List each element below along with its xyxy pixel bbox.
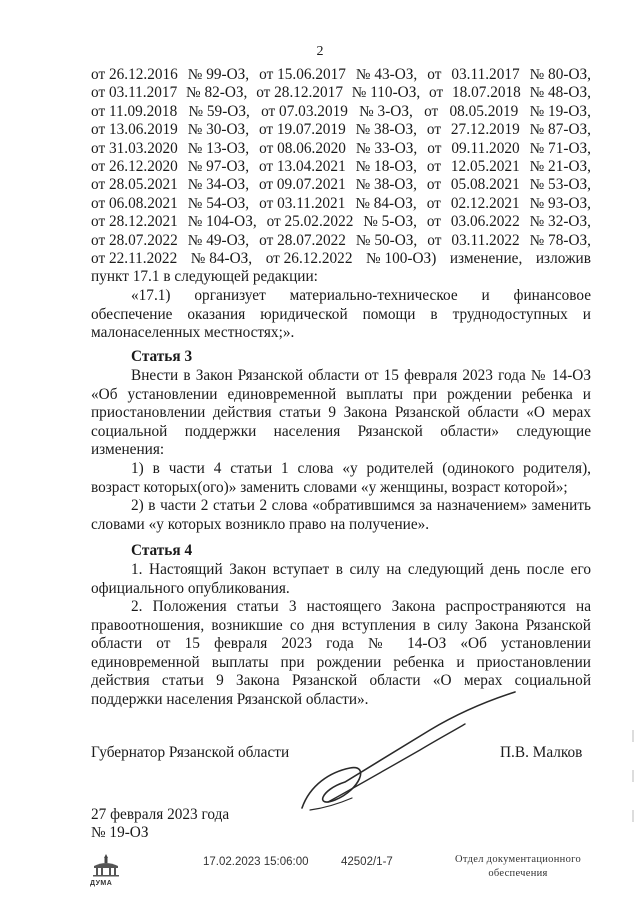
department-stamp-line-2: обеспечения	[488, 868, 548, 879]
reference-cell: от 28.07.2022	[259, 231, 346, 249]
reference-cell: 02.12.2021	[450, 194, 520, 212]
article-3-intro: Внести в Закон Рязанской области от 15 февраля 2023 года № 14-ОЗ «Об установлении единовременной выплаты при рождении ребенка и приостановлении действия статьи 9 Закона Рязанской области «О мерах социальной поддержки населения Рязанской области» следующие изменения:	[91, 367, 591, 459]
reference-cell: № 82-ОЗ,	[186, 84, 248, 102]
reference-cell: от 09.07.2021	[258, 176, 346, 194]
reference-cell: от	[427, 139, 442, 157]
reference-row	[91, 66, 591, 84]
reference-cell: № 48-ОЗ,	[529, 84, 591, 102]
reference-cell: № 84-ОЗ,	[355, 194, 417, 212]
reference-cell: 27.12.2019	[450, 121, 520, 139]
reference-cell: от 08.06.2020	[259, 139, 346, 157]
page-number: 2	[316, 44, 324, 59]
reference-cell: № 32-ОЗ,	[529, 213, 591, 231]
reference-cell: от	[427, 231, 442, 249]
reference-cell: от 03.11.2021	[259, 194, 346, 212]
reference-cell: от 28.12.2017	[256, 84, 343, 102]
reference-cell: от	[426, 213, 441, 231]
reference-cell: от 07.03.2019	[261, 102, 348, 120]
article-4-paragraph-1: 1. Настоящий Закон вступает в силу на следующий день после его официального опубликования.	[91, 561, 591, 597]
reference-cell: от 13.04.2021	[258, 157, 346, 175]
reference-cell: от 26.12.2022	[265, 249, 353, 267]
reference-cell: 18.07.2018	[451, 84, 521, 102]
reference-cell: от 19.07.2019	[258, 121, 346, 139]
duma-logo-icon	[90, 852, 122, 882]
reference-cell: от 28.07.2022	[91, 231, 178, 249]
law-references	[91, 66, 591, 268]
reference-cell: от 15.06.2017	[259, 66, 346, 83]
signatory-position: Губернатор Рязанской области	[91, 744, 290, 761]
reference-cell: от 31.03.2020	[91, 139, 178, 157]
reference-cell: от 26.12.2016	[91, 66, 178, 83]
footer-doc-id: 42502/1-7	[341, 856, 393, 868]
reference-cell: от 11.09.2018	[91, 102, 178, 120]
reference-row	[91, 103, 591, 121]
handwritten-signature	[290, 690, 520, 820]
reference-cell: № 71-ОЗ,	[529, 139, 591, 157]
reference-row	[91, 232, 591, 250]
reference-cell: № 3-ОЗ,	[359, 102, 413, 120]
reference-cell: № 84-ОЗ,	[190, 249, 253, 267]
reference-row	[91, 140, 591, 158]
reference-cell: № 110-ОЗ,	[351, 84, 421, 102]
reference-cell: № 87-ОЗ,	[529, 121, 591, 139]
reference-cell: № 49-ОЗ,	[187, 231, 250, 249]
scan-edge-marks	[630, 720, 636, 840]
reference-cell: № 34-ОЗ,	[187, 176, 250, 194]
reference-cell: от 06.08.2021	[91, 194, 178, 212]
reference-cell: № 38-ОЗ,	[355, 121, 417, 139]
reference-row	[91, 250, 591, 268]
reference-cell: от	[426, 194, 441, 212]
reference-cell: от 26.12.2020	[91, 157, 178, 175]
reference-cell: от	[424, 102, 439, 120]
reference-cell: № 54-ОЗ,	[187, 194, 250, 212]
reference-row	[91, 176, 591, 194]
reference-tail: пункт 17.1 в следующей редакции:	[91, 268, 318, 285]
reference-cell: изложив	[535, 249, 591, 267]
signatory-name: П.В. Малков	[500, 744, 583, 761]
reference-cell: № 93-ОЗ,	[529, 194, 591, 212]
article-3-heading: Статья 3	[131, 348, 193, 365]
article-4-heading: Статья 4	[131, 542, 193, 559]
reference-row	[91, 213, 591, 231]
reference-cell: № 5-ОЗ,	[363, 213, 417, 231]
reference-cell: от 28.05.2021	[91, 176, 178, 194]
reference-cell: от	[426, 176, 442, 194]
reference-cell: № 100-ОЗ)	[366, 249, 437, 267]
reference-cell: № 97-ОЗ,	[187, 157, 250, 175]
reference-cell: № 53-ОЗ,	[529, 176, 591, 194]
reference-cell: от	[426, 157, 442, 175]
reference-cell: от	[426, 121, 442, 139]
reference-cell: № 38-ОЗ,	[355, 176, 417, 194]
reference-cell: 09.11.2020	[451, 139, 520, 157]
reference-cell: № 33-ОЗ,	[355, 139, 418, 157]
reference-cell: № 50-ОЗ,	[355, 231, 418, 249]
reference-cell: № 19-ОЗ,	[529, 102, 591, 120]
reference-cell: 08.05.2019	[449, 102, 519, 120]
reference-cell: от 28.12.2021	[91, 213, 178, 231]
reference-cell: 03.11.2017	[451, 66, 520, 83]
reference-cell: изменение,	[449, 249, 523, 267]
reference-cell: от 03.11.2017	[91, 84, 178, 102]
reference-row	[91, 195, 591, 213]
reference-cell: 03.11.2022	[451, 231, 520, 249]
reference-cell: от 13.06.2019	[91, 121, 178, 139]
reference-cell: № 43-ОЗ,	[355, 66, 418, 83]
footer-timestamp: 17.02.2023 15:06:00	[203, 856, 309, 868]
reference-cell: № 80-ОЗ,	[529, 66, 591, 83]
reference-cell: № 30-ОЗ,	[187, 121, 250, 139]
reference-cell: от 22.11.2022	[91, 249, 178, 267]
article-3-item-2: 2) в части 2 статьи 2 слова «обратившимся за назначением» заменить словами «у которых возникло право на получение».	[91, 497, 591, 533]
law-number: № 19-ОЗ	[91, 824, 149, 841]
duma-logo-text: ДУМА	[90, 880, 113, 887]
reference-row	[91, 121, 591, 139]
reference-row	[91, 158, 591, 176]
reference-cell: от	[429, 84, 444, 102]
reference-cell: № 99-ОЗ,	[187, 66, 250, 83]
reference-cell: от	[427, 66, 442, 83]
reference-cell: 12.05.2021	[450, 157, 520, 175]
article-3-item-1: 1) в части 4 статьи 1 слова «у родителей (одинокого родителя), возраст которых(ого)» заменить словами «у женщины, возраст которой»;	[91, 460, 591, 496]
reference-cell: № 104-ОЗ,	[187, 213, 257, 231]
article-4-paragraph-2: 2. Положения статьи 3 настоящего Закона распространяются на правоотношения, возникшие со дня вступления в силу Закона Рязанской области от 15 февраля 2023 года № 14-ОЗ «Об установлении единовременной выплаты при рождении ребенка и приостановлении действия статьи 9 Закона Рязанской области «О мерах социальной поддержки населения Рязанской области».	[91, 598, 591, 708]
reference-cell: 05.08.2021	[450, 176, 520, 194]
reference-cell: от 25.02.2022	[266, 213, 354, 231]
reference-cell: № 78-ОЗ,	[529, 231, 591, 249]
reference-cell: № 18-ОЗ,	[355, 157, 417, 175]
reference-row	[91, 84, 591, 102]
quote-17-1: «17.1) организует материально-техническое и финансовое обеспечение оказания юридической помощи в труднодоступных и малонаселенных местностях;».	[91, 287, 591, 342]
law-date-block	[91, 806, 229, 842]
reference-cell: № 59-ОЗ,	[188, 102, 250, 120]
reference-cell: 03.06.2022	[450, 213, 520, 231]
department-stamp	[448, 853, 588, 881]
department-stamp-line-1: Отдел документационного	[454, 854, 582, 865]
reference-cell: № 21-ОЗ,	[529, 157, 591, 175]
law-date: 27 февраля 2023 года	[91, 806, 230, 823]
reference-cell: № 13-ОЗ,	[187, 139, 250, 157]
